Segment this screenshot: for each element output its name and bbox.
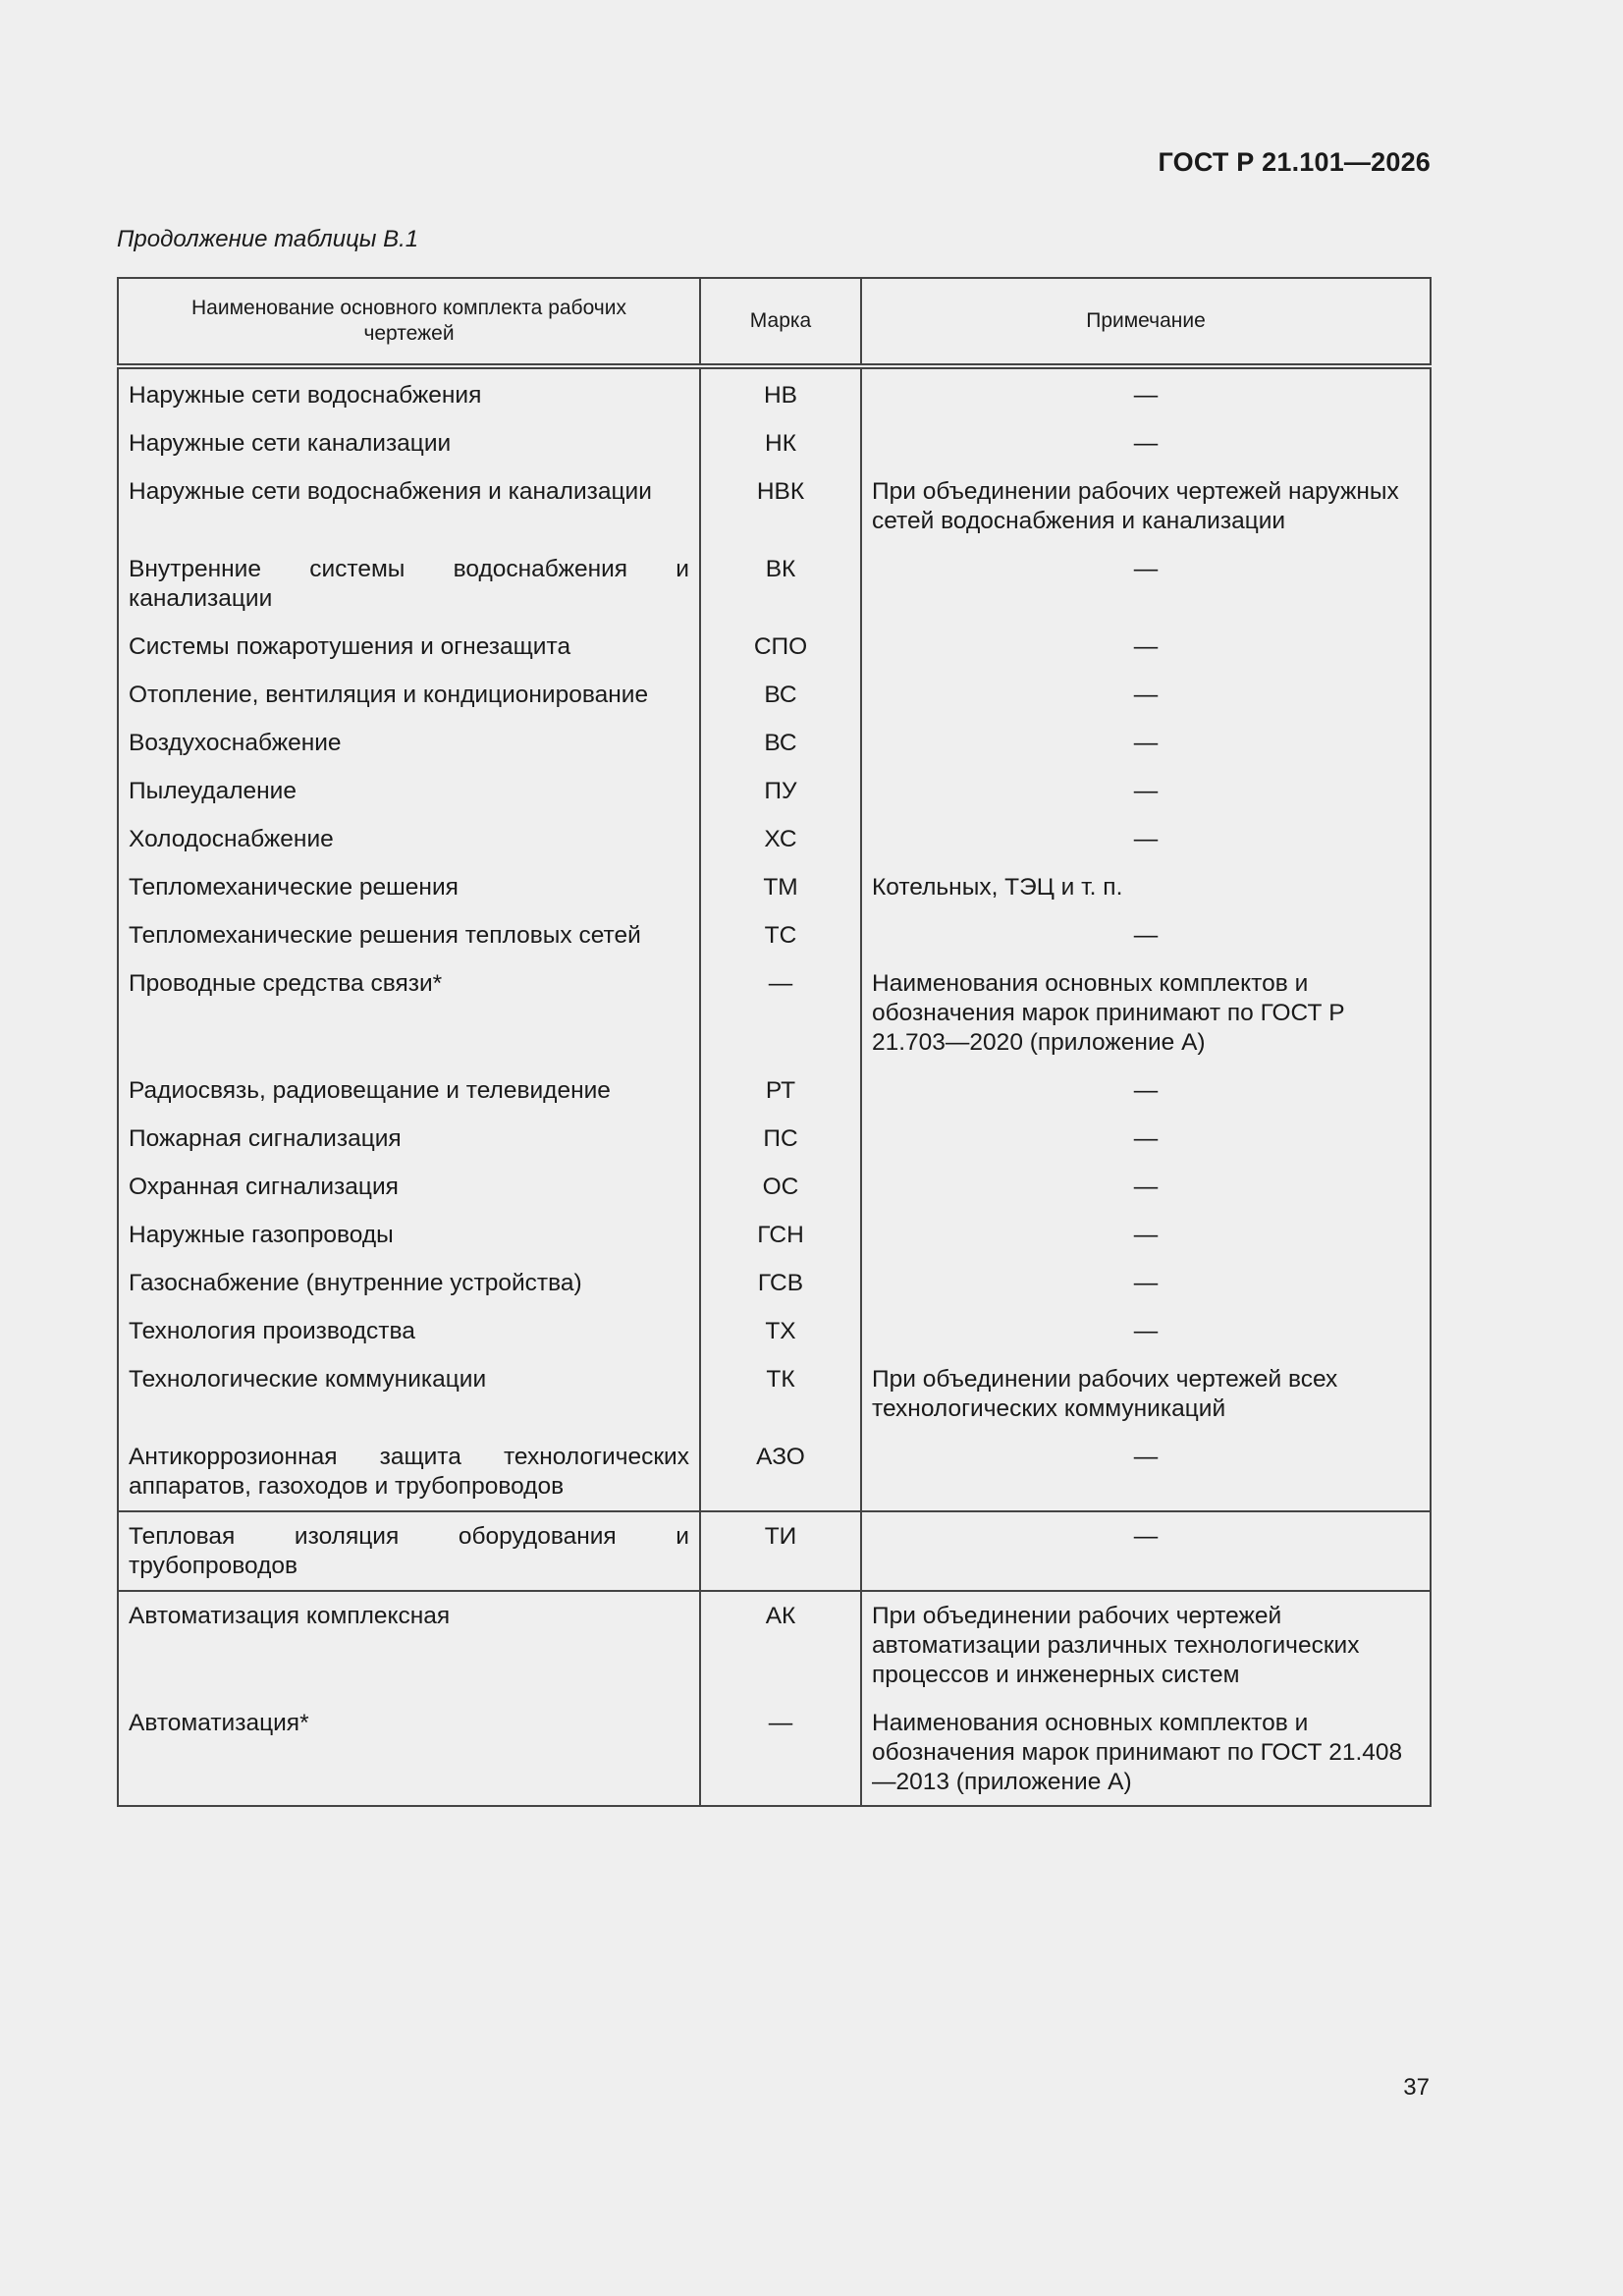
row-name-cell: Внутренние системы водоснабжения и канализации	[118, 545, 700, 623]
row-name-cell: Радиосвязь, радиовещание и телевидение	[118, 1066, 700, 1115]
table-row	[118, 366, 1431, 419]
row-mark-cell: РТ	[700, 1066, 861, 1115]
row-note-cell: —	[861, 1511, 1431, 1591]
row-note-cell: Наименования основных комплектов и обозначения марок принимают по ГОСТ Р 21.703—2020 (приложение А)	[861, 959, 1431, 1066]
table-row	[118, 719, 1431, 767]
row-mark-cell: ТС	[700, 911, 861, 959]
row-name-cell: Системы пожаротушения и огнезащита	[118, 623, 700, 671]
row-mark-cell: ТМ	[700, 863, 861, 911]
row-name-cell: Технология производства	[118, 1307, 700, 1355]
table-row	[118, 419, 1431, 467]
table-row	[118, 623, 1431, 671]
row-name-cell: Охранная сигнализация	[118, 1163, 700, 1211]
column-header-mark: Марка	[700, 278, 861, 366]
row-name-cell: Пылеудаление	[118, 767, 700, 815]
row-name-cell: Отопление, вентиляция и кондиционирование	[118, 671, 700, 719]
row-note-cell: —	[861, 1115, 1431, 1163]
table-row	[118, 959, 1431, 1066]
row-note-cell: —	[861, 815, 1431, 863]
row-name-cell: Проводные средства связи*	[118, 959, 700, 1066]
row-note-cell: —	[861, 545, 1431, 623]
row-note-cell: —	[861, 1259, 1431, 1307]
table-row	[118, 545, 1431, 623]
row-note-cell: —	[861, 1307, 1431, 1355]
row-name-cell: Наружные газопроводы	[118, 1211, 700, 1259]
row-note-cell: —	[861, 719, 1431, 767]
table-row	[118, 863, 1431, 911]
table-row	[118, 767, 1431, 815]
row-name-cell: Наружные сети водоснабжения	[118, 366, 700, 419]
row-mark-cell: ПУ	[700, 767, 861, 815]
row-note-cell: —	[861, 1433, 1431, 1511]
table-row	[118, 1066, 1431, 1115]
table-row	[118, 1163, 1431, 1211]
row-mark-cell: —	[700, 1699, 861, 1806]
row-name-cell: Холодоснабжение	[118, 815, 700, 863]
row-name-cell: Тепломеханические решения	[118, 863, 700, 911]
row-mark-cell: АК	[700, 1591, 861, 1699]
row-mark-cell: ГСН	[700, 1211, 861, 1259]
row-name-cell: Пожарная сигнализация	[118, 1115, 700, 1163]
row-note-cell: —	[861, 911, 1431, 959]
row-mark-cell: ХС	[700, 815, 861, 863]
row-mark-cell: ГСВ	[700, 1259, 861, 1307]
row-note-cell: —	[861, 767, 1431, 815]
row-mark-cell: СПО	[700, 623, 861, 671]
row-mark-cell: ТК	[700, 1355, 861, 1433]
row-note-cell: При объединении рабочих чертежей наружных сетей водоснабжения и канализации	[861, 467, 1431, 545]
row-mark-cell: ВС	[700, 671, 861, 719]
row-name-cell: Антикоррозионная защита технологических аппаратов, газоходов и трубопроводов	[118, 1433, 700, 1511]
row-name-cell: Наружные сети канализации	[118, 419, 700, 467]
row-mark-cell: ПС	[700, 1115, 861, 1163]
row-mark-cell: ТХ	[700, 1307, 861, 1355]
row-mark-cell: —	[700, 959, 861, 1066]
row-mark-cell: АЗО	[700, 1433, 861, 1511]
row-mark-cell: ВС	[700, 719, 861, 767]
table-row	[118, 1211, 1431, 1259]
row-note-cell: —	[861, 1163, 1431, 1211]
row-note-cell: —	[861, 1211, 1431, 1259]
table-caption: Продолжение таблицы В.1	[117, 226, 419, 252]
row-mark-cell: НВК	[700, 467, 861, 545]
document-code: ГОСТ Р 21.101—2026	[1158, 147, 1431, 177]
table-row	[118, 1433, 1431, 1511]
page-number: 37	[1403, 2074, 1430, 2101]
table-header-row	[118, 278, 1431, 366]
row-mark-cell: НВ	[700, 366, 861, 419]
row-name-cell: Воздухоснабжение	[118, 719, 700, 767]
table-row	[118, 1259, 1431, 1307]
table-row	[118, 911, 1431, 959]
row-note-cell: —	[861, 623, 1431, 671]
row-name-cell: Наружные сети водоснабжения и канализации	[118, 467, 700, 545]
table-row	[118, 1699, 1431, 1806]
table-row	[118, 815, 1431, 863]
column-header-name: Наименование основного комплекта рабочих чертежей	[118, 278, 700, 366]
row-name-cell: Тепломеханические решения тепловых сетей	[118, 911, 700, 959]
row-note-cell: При объединении рабочих чертежей всех технологических коммуникаций	[861, 1355, 1431, 1433]
row-name-cell: Технологические коммуникации	[118, 1355, 700, 1433]
row-mark-cell: ВК	[700, 545, 861, 623]
row-mark-cell: ТИ	[700, 1511, 861, 1591]
table-row	[118, 671, 1431, 719]
row-note-cell: —	[861, 366, 1431, 419]
table-row	[118, 1511, 1431, 1591]
row-note-cell: При объединении рабочих чертежей автоматизации различных технологических процессов и инженерных систем	[861, 1591, 1431, 1699]
row-mark-cell: НК	[700, 419, 861, 467]
row-note-cell: —	[861, 419, 1431, 467]
table-row	[118, 467, 1431, 545]
row-mark-cell: ОС	[700, 1163, 861, 1211]
column-header-note: Примечание	[861, 278, 1431, 366]
table-row	[118, 1307, 1431, 1355]
marks-table	[117, 277, 1430, 1807]
table-row	[118, 1591, 1431, 1699]
table-row	[118, 1115, 1431, 1163]
row-note-cell: Котельных, ТЭЦ и т. п.	[861, 863, 1431, 911]
row-name-cell: Газоснабжение (внутренние устройства)	[118, 1259, 700, 1307]
row-note-cell: —	[861, 671, 1431, 719]
row-name-cell: Автоматизация комплексная	[118, 1591, 700, 1699]
row-note-cell: —	[861, 1066, 1431, 1115]
row-name-cell: Автоматизация*	[118, 1699, 700, 1806]
row-note-cell: Наименования основных комплектов и обозначения марок принимают по ГОСТ 21.408—2013 (приложение А)	[861, 1699, 1431, 1806]
row-name-cell: Тепловая изоляция оборудования и трубопроводов	[118, 1511, 700, 1591]
table-row	[118, 1355, 1431, 1433]
